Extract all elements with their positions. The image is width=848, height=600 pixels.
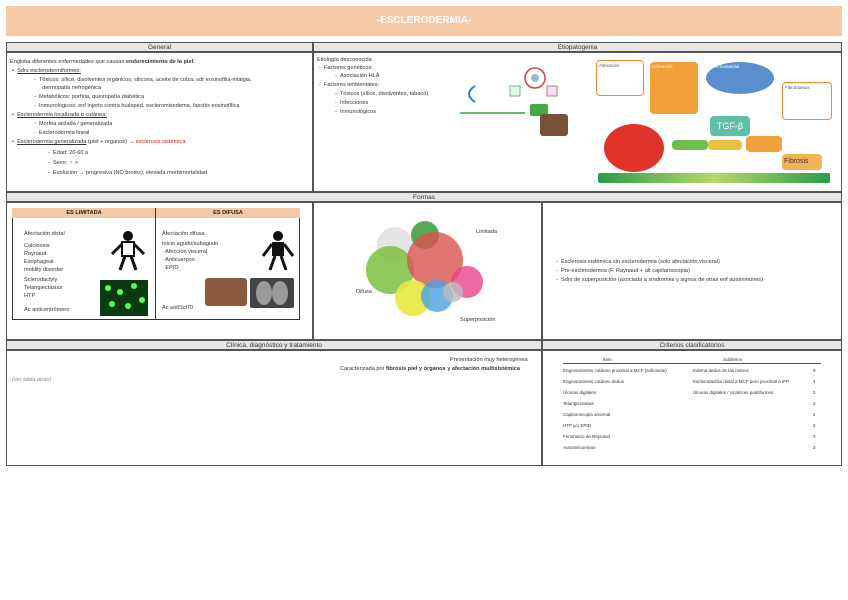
criterios-score: 2 <box>813 412 816 417</box>
page-title: -ESCLERODERMIA- <box>6 6 842 36</box>
criterios-item: Úlceras digitales <box>563 390 597 395</box>
criterios-score: 2 <box>813 423 816 428</box>
limitada-3: Raynaud <box>24 251 47 257</box>
limitada-9: Ac anticentrómero <box>24 307 70 313</box>
clinica-c3: (ver tabla atrás) <box>12 377 52 383</box>
general-l2b: - Esclerodermia lineal <box>34 130 90 136</box>
general-l3d: - Edad: 20-60 a <box>48 150 89 156</box>
criterios-score: 3 <box>813 434 816 439</box>
limitada-1: Afectación distal <box>24 231 65 237</box>
patogenia-box-orange: Activación <box>650 62 698 114</box>
difusa-2: Inicio agudo/subagudo <box>162 241 219 247</box>
etiologia-t2a: - Asociación HLA <box>335 73 380 79</box>
cycle-arrow-icon <box>469 86 475 102</box>
tgf-label: TGF-β <box>710 116 750 136</box>
criterios-row <box>563 443 821 452</box>
mini-box <box>547 86 557 96</box>
table-divider <box>155 208 156 320</box>
body-figure-limited-icon <box>110 230 146 272</box>
fibrosis-label: Fibrosis <box>782 154 822 170</box>
limitada-2: Calcinosis <box>24 243 50 249</box>
section-header-formas: Formas <box>6 192 842 202</box>
limitada-6: Sclerodactyly <box>24 277 58 283</box>
criterios-score: 9 <box>813 368 816 373</box>
immunofluorescence-photo <box>100 280 148 316</box>
venn-limitada-label: Limitada <box>476 229 498 235</box>
patogenia-box-red <box>604 124 664 172</box>
criterios-row <box>563 421 821 430</box>
clinica-c1: Presentación muy heterogénea <box>450 357 528 363</box>
limitada-4: Esophageal <box>24 259 54 265</box>
general-l3e: - Sexo: ♀ > <box>48 160 78 166</box>
venn-difusa-label: Difusa <box>356 289 372 295</box>
venn-circle <box>443 282 463 302</box>
general-l3: • Esclerodermia generalizada (piel + órganos) → esclerosis sistémica <box>12 139 186 145</box>
patogenia-green-arrow <box>672 140 708 150</box>
criterios-score: 3 <box>813 445 816 450</box>
criterios-row <box>563 399 821 408</box>
criterios-item: Autoanticuerpos <box>563 445 596 450</box>
criterios-item: Fenómeno de Raynaud <box>563 434 611 439</box>
section-header-clinica: Clínica, diagnóstico y tratamiento <box>6 340 542 350</box>
etiologia-t3b: - Infecciones <box>335 100 369 106</box>
criterios-item: Telangiectasias <box>563 401 594 406</box>
criterios-subitem: Úlceras digitales / cicatrices puntiformes <box>693 390 774 395</box>
chest-xray-photo <box>250 278 294 308</box>
criterios-row <box>563 377 821 386</box>
criterios-item: Capilaroscopia anormal <box>563 412 611 417</box>
patogenia-timeline-bar <box>598 173 830 183</box>
venn-superposicion-label: Superposición <box>460 317 496 323</box>
general-l2: • Esclerodermia localizada o cutánea: <box>12 112 107 118</box>
criterios-subitem: Edema dedos de las manos <box>693 368 749 373</box>
body-figure-diffuse-icon <box>262 230 294 272</box>
general-l1: • Sdrs esclerodermiformes: <box>12 68 81 74</box>
patogenia-box-right: Fibroblastos <box>782 82 832 120</box>
etiologia-t3a: - Tóxicos (sílice, disolventes, tabaco) <box>335 91 429 97</box>
etiologia-t3: - Factores ambientales: <box>319 82 380 88</box>
section-header-general: General <box>6 42 313 52</box>
clinica-c2: Caracterizada por fibrosis piel y órganos y afectación multisistémica <box>340 366 520 372</box>
criterios-col2: Subítems <box>723 357 743 362</box>
general-l1b: - Metabólicos: porfiria, queiropatía diabética <box>34 94 145 100</box>
patogenia-yellow-arrow <box>708 140 742 150</box>
difusa-6: Ac antiScl70 <box>162 305 194 311</box>
general-l1a2: dermopatía nefrogénica <box>42 85 102 91</box>
criterios-row <box>563 388 821 397</box>
criterios-row <box>563 432 821 441</box>
difusa-4: · Anticuerpos <box>162 257 195 263</box>
general-l2a: - Morfea aislada / generalizada <box>34 121 113 127</box>
patogenia-box-blue: Daño endotelial <box>706 62 774 94</box>
criterios-divider <box>563 363 821 364</box>
criterios-col1: Ítem <box>603 357 612 362</box>
patogenia-orange-arrow <box>746 136 782 152</box>
criterios-row <box>563 410 821 419</box>
hands-sclerodactyly-photo <box>205 278 247 306</box>
mini-box <box>510 86 520 96</box>
general-intro: Engloba diferentes enfermedades que causan endurecimiento de la piel: <box>10 59 196 65</box>
etiologia-t2: - Factores genéticos: <box>319 65 373 71</box>
patogenia-box-left: Alteración <box>596 60 644 96</box>
criterios-item: Engrosamiento cutáneo proximal a MCF (suficiente) <box>563 368 667 373</box>
general-l1a: - Tóxicos: sílice, disolventes orgánicos, silicona, aceite de colza, sdr eosinofilia-mialgia, <box>34 77 252 83</box>
forma-r2: - Pre-esclerodermia (F. Raynaud + alt capilaroscopia) <box>556 268 690 274</box>
difusa-3: · Afección visceral <box>162 249 208 255</box>
difusa-1: Afectación difusa <box>162 231 205 237</box>
criterios-subitem: Esclerodactilia distal a MCF pero proximal a IFP <box>693 379 790 384</box>
forma-r3: - Sdrs de superposición (asociada a síndromes y signos de otras enf autoinmunes) <box>556 277 764 283</box>
difusa-header: ES DIFUSA <box>156 208 300 218</box>
criterios-item: HTP y/o EPID <box>563 423 591 428</box>
criterios-row <box>563 366 821 375</box>
limitada-5: motility disorder <box>24 267 64 273</box>
general-l3f: - Evolución → progresiva (NO brotes); elevada morbimortalidad <box>48 170 208 176</box>
etiologia-t1: Etiología desconocida <box>317 57 372 63</box>
limitada-header: ES LIMITADA <box>12 208 156 218</box>
criterios-score: 2 <box>813 401 816 406</box>
limitada-7: Telangiectasias <box>24 285 63 291</box>
section-header-criterios: Criterios clasificatorios <box>542 340 842 350</box>
section-header-etiopatogenia: Etiopatogenia <box>313 42 842 52</box>
criterios-score: 4 <box>813 379 816 384</box>
criterios-score: 2 <box>813 390 816 395</box>
hla-icon-center <box>531 74 539 82</box>
difusa-5: · EPID <box>162 265 179 271</box>
limitada-8: HTP <box>24 293 36 299</box>
criterios-item: Engrosamiento cutáneo dedos <box>563 379 625 384</box>
hands-photo <box>540 114 568 136</box>
etiologia-t3c: - Inmunológicos <box>335 109 377 115</box>
forma-r1: - Esclerosis sistémica sin esclerodermia (solo afectación visceral) <box>556 259 720 265</box>
general-l1c: - Inmunológicos: enf injerto contra huésped, escleromixedema, fascitis eosinofílica <box>34 103 240 109</box>
